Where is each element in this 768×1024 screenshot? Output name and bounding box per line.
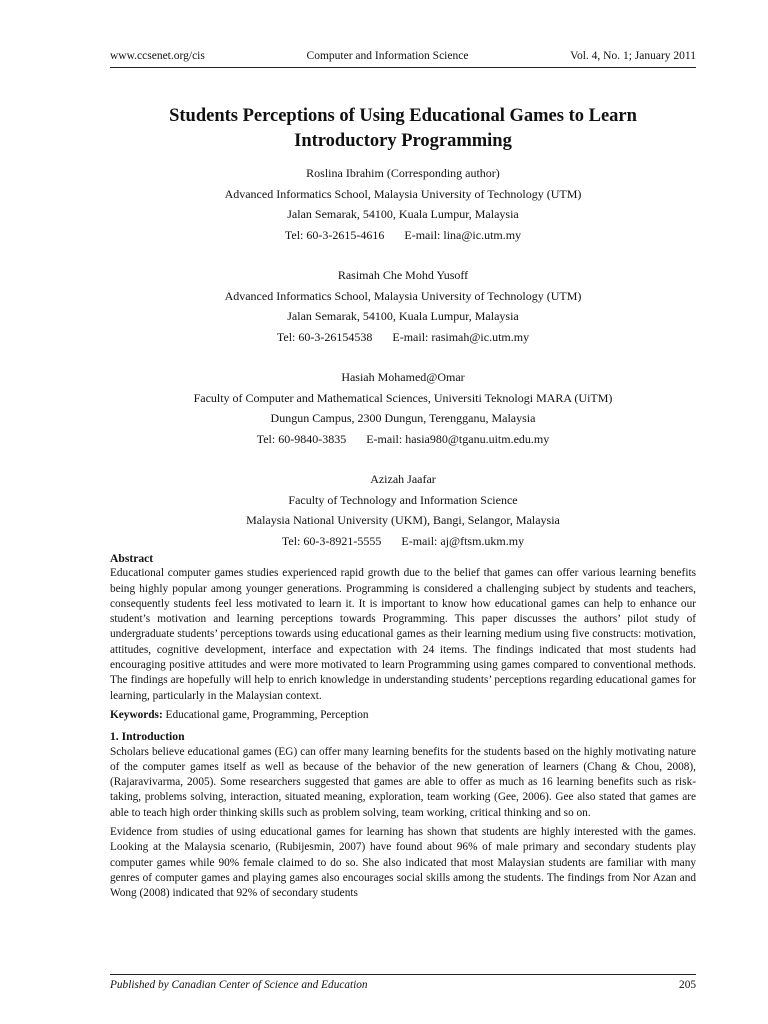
author-tel: Tel: 60-3-2615-4616 xyxy=(284,227,385,242)
header-rule xyxy=(110,67,696,68)
keywords-text: Educational game, Programming, Perception xyxy=(165,708,369,721)
author-affiliation: Advanced Informatics School, Malaysia University of Technology (UTM) xyxy=(224,186,582,201)
author-address: Jalan Semarak, 54100, Kuala Lumpur, Malaysia xyxy=(287,309,519,323)
author-block-1 xyxy=(110,163,696,245)
abstract-heading: Abstract xyxy=(110,552,154,565)
footer-publisher: Published by Canadian Center of Science and Education xyxy=(110,979,368,991)
introduction-heading: 1. Introduction xyxy=(110,730,185,744)
author-address: Jalan Semarak, 54100, Kuala Lumpur, Malaysia xyxy=(287,207,519,221)
abstract-text: Educational computer games studies experienced rapid growth due to the belief that games can offer various learning benefits being highly popular among younger generations. Programming is considered a challenging subject by students and teachers, consequently students feel less motivated to learn it. It is important to know how educational games can help to enhance our student’s motivation and learning perceptions towards Programming. This paper discusses the authors’ pilot study of undergraduate students’ perceptions towards using educational games as their learning medium using five constructs: motivation, attitudes, cognitive development, interface and expectation with 24 items. The findings indicated that most students had encouraging positive attitudes and were more motivated to learn Programming using games compared to conventional methods. The findings are hopefully will help to enrich knowledge in understanding students’ perceptions regarding educational games for learning, particularly in the Malaysian context. xyxy=(110,567,696,702)
author-list xyxy=(110,163,696,571)
header-volume: Vol. 4, No. 1; January 2011 xyxy=(570,50,696,62)
title-line-2: Introductory Programming xyxy=(294,131,512,151)
author-email: E-mail: aj@ftsm.ukm.my xyxy=(401,533,525,548)
author-contact xyxy=(110,327,696,348)
author-tel: Tel: 60-3-26154538 xyxy=(276,329,373,344)
author-email: E-mail: hasia980@tganu.uitm.edu.my xyxy=(366,431,550,446)
author-address: Malaysia National University (UKM), Bangi, Selangor, Malaysia xyxy=(246,513,560,527)
author-contact xyxy=(110,429,696,450)
footer-rule xyxy=(110,974,696,975)
header-journal: Computer and Information Science xyxy=(306,50,469,62)
author-email: E-mail: lina@ic.utm.my xyxy=(404,227,522,242)
author-block-3 xyxy=(110,367,696,449)
author-block-4 xyxy=(110,469,696,551)
author-name: Roslina Ibrahim (Corresponding author) xyxy=(306,166,500,180)
keywords-label: Keywords: xyxy=(110,708,163,721)
introduction-paragraph-2: Evidence from studies of using educational games for learning has shown that students are highly interested with the games. Looking at the Malaysia scenario, (Rubijesmin, 2007) have found about 96% of male primary and secondary students play computer games while 90% female claimed to do so. She also indicated that most Malaysian students are familiar with many genres of computer games and playing games also encourages social skills among the students. The findings from Nor Azan and Wong (2008) indicated that 92% of secondary students xyxy=(110,826,696,900)
running-header xyxy=(110,50,696,62)
author-affiliation: Advanced Informatics School, Malaysia University of Technology (UTM) xyxy=(224,288,582,303)
author-contact xyxy=(110,531,696,552)
author-name: Rasimah Che Mohd Yusoff xyxy=(337,268,469,282)
author-name: Azizah Jaafar xyxy=(370,472,436,486)
author-affiliation: Faculty of Technology and Information Science xyxy=(288,492,518,507)
author-address: Dungun Campus, 2300 Dungun, Terengganu, Malaysia xyxy=(270,411,536,425)
header-url: www.ccsenet.org/cis xyxy=(110,50,205,62)
paper-body xyxy=(110,551,696,906)
introduction-paragraph-1: Scholars believe educational games (EG) can offer many learning benefits for the students based on the highly motivating nature of the computer games itself as well as because of the behavior of the new generation of learners (Chang & Chou, 2008), (Rajaravivarma, 2005). Some researchers suggested that games are able to offer as much as 16 learning benefits such as risk-taking, problems solving, interaction, situated meaning, exploration, team working (Gee, 2006). Gee also stated that games are able to teach high order thinking skills such as problem solving, team working, critical thinking and so on. xyxy=(110,745,696,819)
author-name: Hasiah Mohamed@Omar xyxy=(341,370,465,384)
keywords-line xyxy=(110,708,696,723)
page-footer xyxy=(110,979,696,991)
title-line-1: Students Perceptions of Using Educational Games to Learn xyxy=(169,106,637,126)
author-block-2 xyxy=(110,265,696,347)
author-tel: Tel: 60-3-8921-5555 xyxy=(281,533,382,548)
author-email: E-mail: rasimah@ic.utm.my xyxy=(392,329,530,344)
page-number: 205 xyxy=(679,979,696,991)
paper-title xyxy=(110,104,696,154)
author-affiliation: Faculty of Computer and Mathematical Sciences, Universiti Teknologi MARA (UiTM) xyxy=(193,390,613,405)
author-contact xyxy=(110,225,696,246)
author-tel: Tel: 60-9840-3835 xyxy=(256,431,347,446)
